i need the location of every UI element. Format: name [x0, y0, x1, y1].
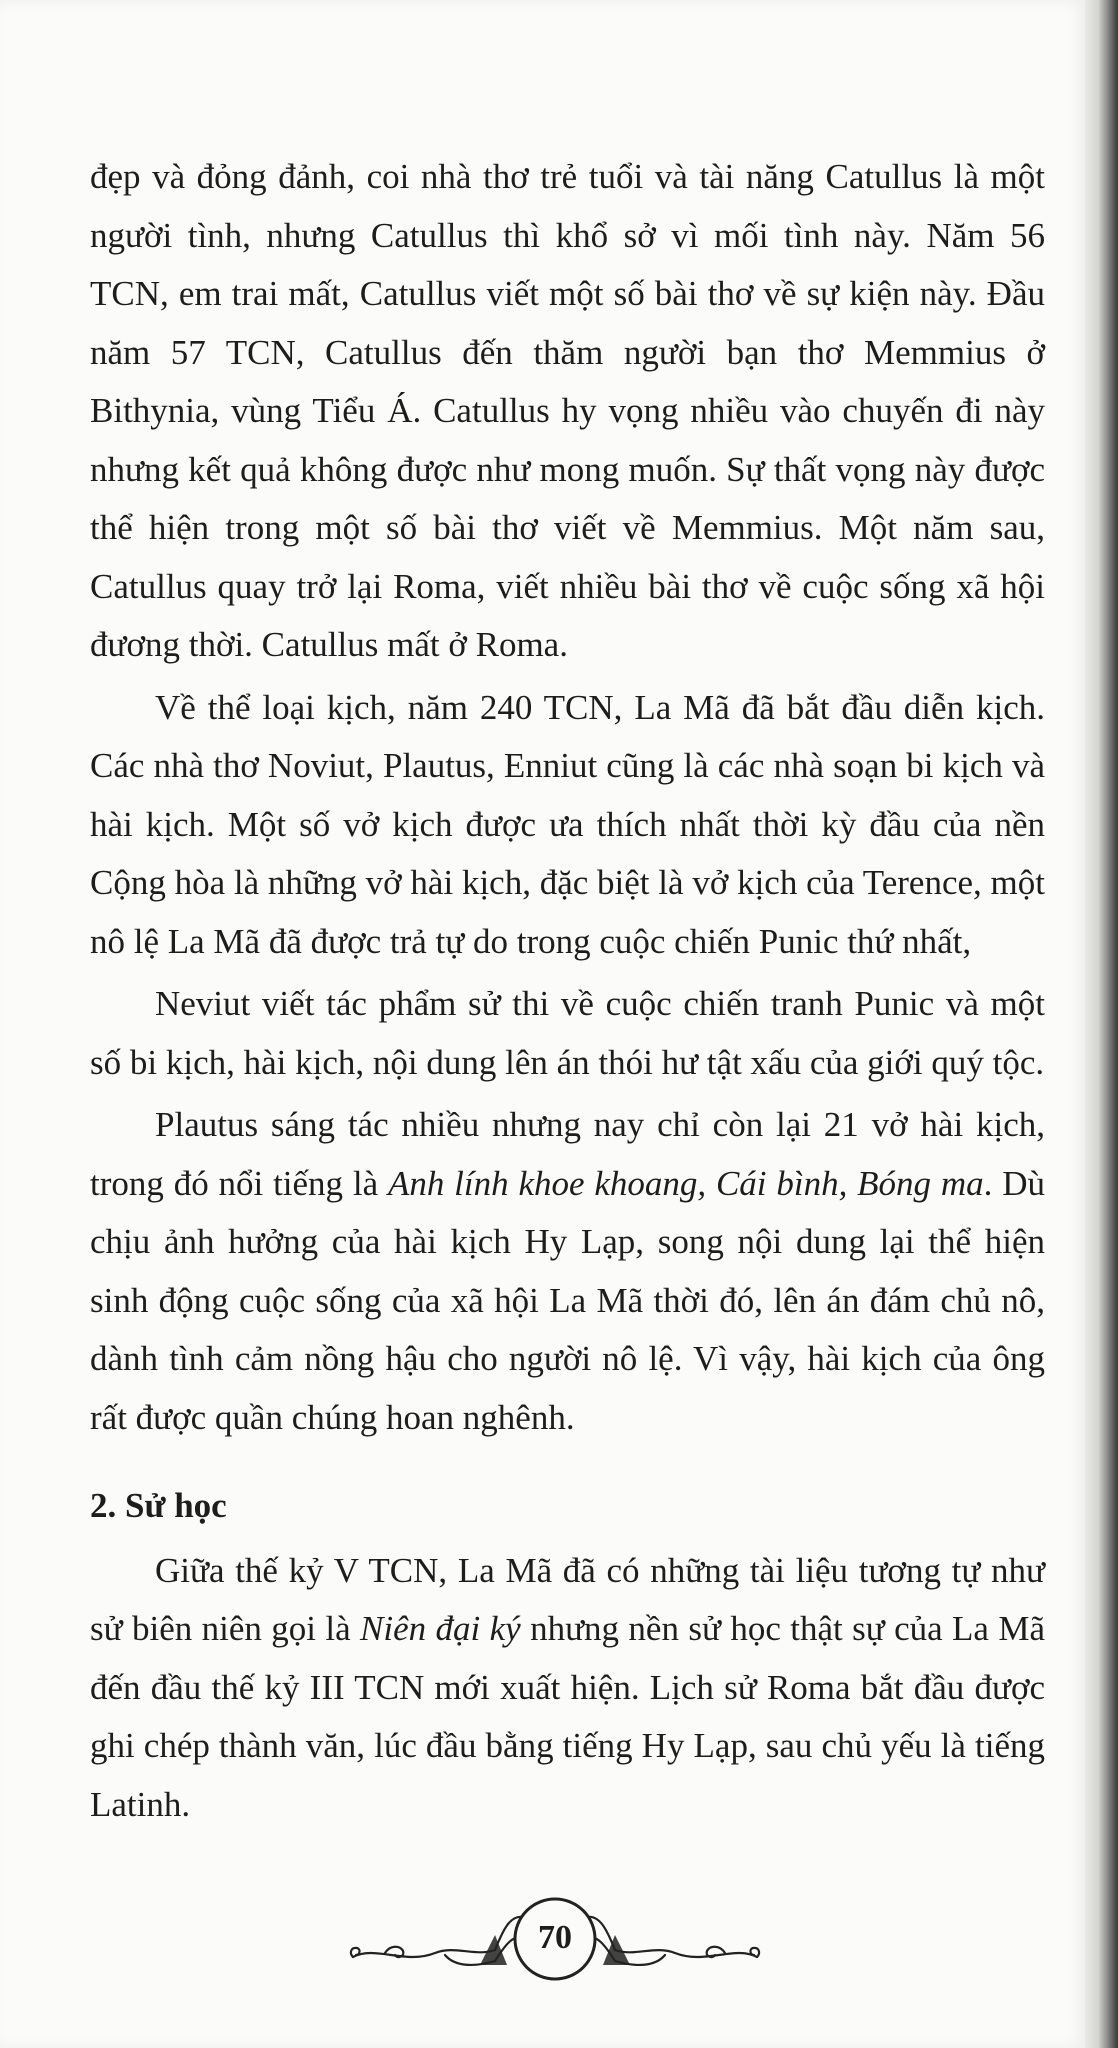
page-footer-ornament: [345, 1895, 765, 1985]
history-text-start: Giữa thế kỷ V TCN, La Mã đã có những tài liệu tương tự như sử biên niên gọi là: [90, 1550, 1045, 1648]
plautus-text-end: . Dù chịu ảnh hưởng của hài kịch Hy Lạp, song nội dung lại thể hiện sinh động cuộc sống của xã hội La Mã thời đó, lên án đám chủ nô, dành tình cảm nồng hậu cho người nô lệ. Vì vậy, hài kịch của ông rất được quần chúng hoan nghênh.: [90, 1163, 1045, 1437]
plautus-text-start: Plautus sáng tác nhiều nhưng nay chỉ còn lại 21 vở hài kịch, trong đó nổi tiếng là: [90, 1105, 1045, 1203]
page-body: [90, 148, 1045, 1834]
chronicle-title: Niên đại ký: [360, 1609, 521, 1648]
paragraph-catullus: đẹp và đỏng đảnh, coi nhà thơ trẻ tuổi và tài năng Catullus là một người tình, nhưng Catullus thì khổ sở vì mối tình này. Năm 56 TCN, em trai mất, Catullus viết một số bài thơ về sự kiện này. Đầu năm 57 TCN, Catullus đến thăm người bạn thơ Memmius ở Bithynia, vùng Tiểu Á. Catullus hy vọng nhiều vào chuyến đi này nhưng kết quả không được như mong muốn. Sự thất vọng này được thể hiện trong một số bài thơ viết về Memmius. Một năm sau, Catullus quay trở lại Roma, viết nhiều bài thơ về cuộc sống xã hội đương thời. Catullus mất ở Roma.: [90, 157, 1045, 664]
paragraph-drama: Về thể loại kịch, năm 240 TCN, La Mã đã bắt đầu diễn kịch. Các nhà thơ Noviut, Plautus, Enniut cũng là các nhà soạn bi kịch và hài kịch. Một số vở kịch được ưa thích nhất thời kỳ đầu của nền Cộng hòa là những vở hài kịch, đặc biệt là vở kịch của Terence, một nô lệ La Mã đã được trả tự do trong cuộc chiến Punic thứ nhất,: [90, 687, 1045, 961]
paragraph-plautus: [90, 1096, 1045, 1447]
page-edge-shadow: [1085, 0, 1118, 2048]
section-heading: 2. Sử học: [90, 1486, 227, 1525]
history-text-end: nhưng nền sử học thật sự của La Mã đến đầu thế kỷ III TCN mới xuất hiện. Lịch sử Roma bắt đầu được ghi chép thành văn, lúc đầu bằng tiếng Hy Lạp, sau chủ yếu là tiếng Latinh.: [90, 1609, 1045, 1824]
page-number: 70: [538, 1919, 572, 1956]
plautus-works-title: Anh lính khoe khoang, Cái bình, Bóng ma: [387, 1163, 984, 1203]
paragraph-history: [90, 1542, 1045, 1835]
paragraph-neviut: Neviut viết tác phẩm sử thi về cuộc chiến tranh Punic và một số bi kịch, hài kịch, nội dung lên án thói hư tật xấu của giới quý tộc.: [90, 984, 1045, 1082]
